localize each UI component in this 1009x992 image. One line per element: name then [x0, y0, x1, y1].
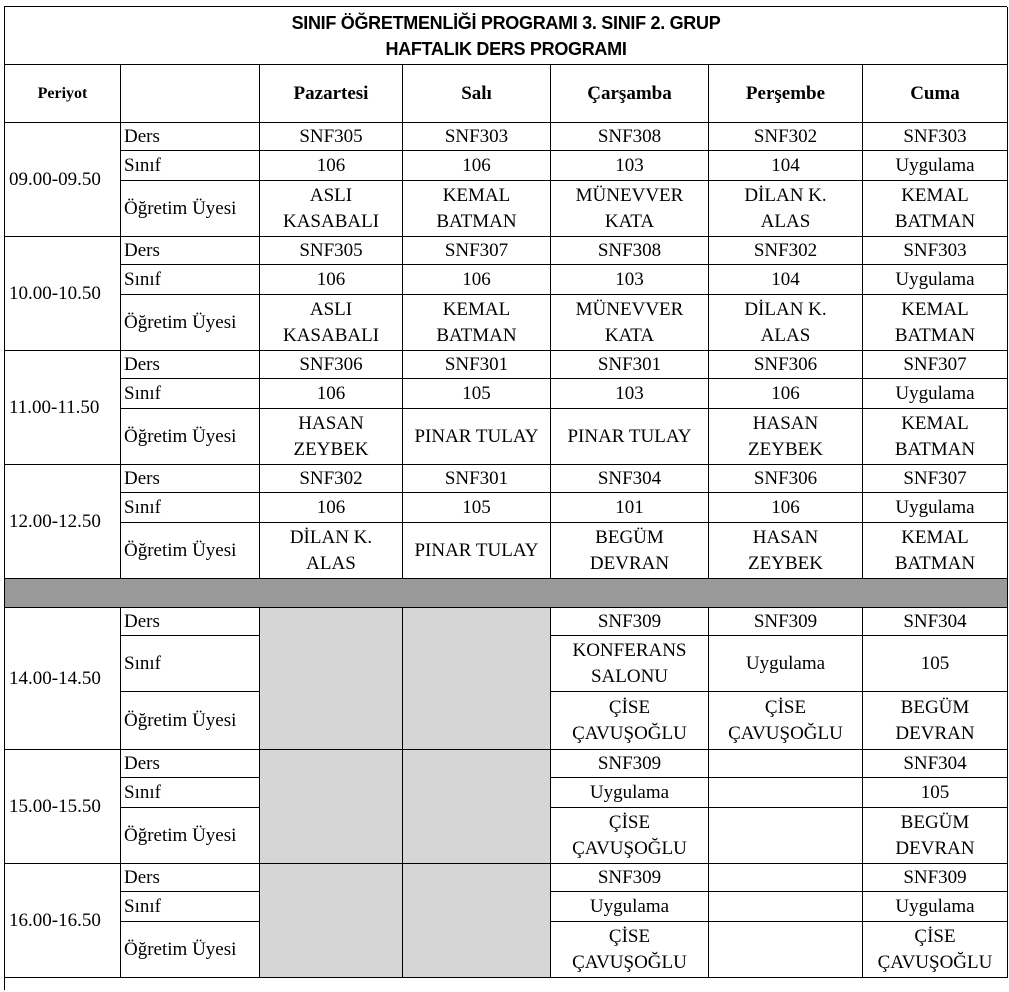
- schedule-cell-sinif-thursday: [709, 892, 863, 922]
- schedule-cell-sinif-friday: Uygulama: [863, 493, 1008, 523]
- empty-slot: [260, 750, 403, 864]
- schedule-cell-ogretim-thursday: HASAN ZEYBEK: [709, 523, 863, 579]
- schedule-cell-sinif-wednesday: Uygulama: [551, 892, 709, 922]
- schedule-cell-sinif-thursday: 106: [709, 493, 863, 523]
- schedule-cell-ogretim-tuesday: KEMAL BATMAN: [403, 295, 551, 351]
- day-header-friday: Cuma: [863, 65, 1008, 123]
- schedule-cell-ogretim-thursday: [709, 808, 863, 864]
- schedule-cell-ogretim-thursday: ÇİSE ÇAVUŞOĞLU: [709, 692, 863, 750]
- empty-slot: [403, 608, 551, 750]
- schedule-cell-ders-wednesday: SNF308: [551, 123, 709, 151]
- schedule-cell-sinif-wednesday: Uygulama: [551, 778, 709, 808]
- schedule-cell-ogretim-thursday: DİLAN K. ALAS: [709, 295, 863, 351]
- schedule-cell-ders-tuesday: SNF301: [403, 351, 551, 379]
- schedule-cell-sinif-friday: Uygulama: [863, 151, 1008, 181]
- schedule-cell-ders-wednesday: SNF309: [551, 750, 709, 778]
- row-label-sinif: Sınıf: [121, 892, 260, 922]
- schedule-cell-ders-monday: SNF305: [260, 237, 403, 265]
- schedule-cell-ogretim-friday: KEMAL BATMAN: [863, 409, 1008, 465]
- schedule-cell-ders-friday: SNF307: [863, 465, 1008, 493]
- schedule-cell-ogretim-wednesday: ÇİSE ÇAVUŞOĞLU: [551, 808, 709, 864]
- schedule-cell-ders-wednesday: SNF308: [551, 237, 709, 265]
- schedule-cell-sinif-monday: 106: [260, 151, 403, 181]
- schedule-cell-sinif-thursday: 104: [709, 151, 863, 181]
- row-label-sinif: Sınıf: [121, 636, 260, 692]
- schedule-cell-sinif-thursday: 106: [709, 379, 863, 409]
- row-label-sinif: Sınıf: [121, 493, 260, 523]
- schedule-cell-ders-monday: SNF302: [260, 465, 403, 493]
- schedule-cell-sinif-thursday: Uygulama: [709, 636, 863, 692]
- row-label-ogretim: Öğretim Üyesi: [121, 692, 260, 750]
- schedule-cell-ogretim-friday: ÇİSE ÇAVUŞOĞLU: [863, 922, 1008, 978]
- period-time: 16.00-16.50: [5, 864, 121, 978]
- schedule-cell-ders-thursday: SNF306: [709, 465, 863, 493]
- row-label-ogretim: Öğretim Üyesi: [121, 922, 260, 978]
- schedule-cell-ders-monday: SNF306: [260, 351, 403, 379]
- row-label-ogretim: Öğretim Üyesi: [121, 523, 260, 579]
- weekly-schedule-table: [4, 6, 1007, 990]
- empty-slot: [403, 750, 551, 864]
- period-time: 10.00-10.50: [5, 237, 121, 351]
- row-label-sinif: Sınıf: [121, 778, 260, 808]
- schedule-cell-ogretim-friday: KEMAL BATMAN: [863, 523, 1008, 579]
- schedule-cell-sinif-friday: 105: [863, 778, 1008, 808]
- row-label-ders: Ders: [121, 465, 260, 493]
- schedule-cell-ders-thursday: SNF306: [709, 351, 863, 379]
- schedule-cell-sinif-wednesday: KONFERANS SALONU: [551, 636, 709, 692]
- schedule-cell-sinif-monday: 106: [260, 265, 403, 295]
- schedule-cell-sinif-tuesday: 105: [403, 379, 551, 409]
- schedule-cell-ders-friday: SNF303: [863, 123, 1008, 151]
- lunch-break-row: [5, 579, 1008, 608]
- schedule-cell-ders-wednesday: SNF309: [551, 608, 709, 636]
- schedule-cell-ders-thursday: SNF302: [709, 123, 863, 151]
- schedule-cell-ders-friday: SNF304: [863, 750, 1008, 778]
- row-label-sinif: Sınıf: [121, 151, 260, 181]
- empty-slot: [260, 864, 403, 978]
- schedule-cell-sinif-tuesday: 106: [403, 265, 551, 295]
- schedule-cell-ogretim-friday: BEGÜM DEVRAN: [863, 808, 1008, 864]
- schedule-cell-ogretim-thursday: [709, 922, 863, 978]
- schedule-cell-ogretim-monday: ASLI KASABALI: [260, 295, 403, 351]
- period-time: 14.00-14.50: [5, 608, 121, 750]
- schedule-cell-sinif-friday: Uygulama: [863, 265, 1008, 295]
- schedule-cell-sinif-thursday: [709, 778, 863, 808]
- schedule-cell-sinif-friday: Uygulama: [863, 379, 1008, 409]
- schedule-cell-ogretim-friday: KEMAL BATMAN: [863, 181, 1008, 237]
- row-label-ogretim: Öğretim Üyesi: [121, 808, 260, 864]
- row-label-ogretim: Öğretim Üyesi: [121, 181, 260, 237]
- schedule-cell-sinif-tuesday: 106: [403, 151, 551, 181]
- schedule-cell-ogretim-wednesday: MÜNEVVER KATA: [551, 295, 709, 351]
- schedule-cell-ogretim-wednesday: PINAR TULAY: [551, 409, 709, 465]
- schedule-cell-ders-friday: SNF304: [863, 608, 1008, 636]
- period-time: 15.00-15.50: [5, 750, 121, 864]
- schedule-cell-ogretim-thursday: DİLAN K. ALAS: [709, 181, 863, 237]
- schedule-cell-sinif-friday: Uygulama: [863, 892, 1008, 922]
- schedule-cell-ogretim-monday: HASAN ZEYBEK: [260, 409, 403, 465]
- schedule-cell-ders-tuesday: SNF301: [403, 465, 551, 493]
- schedule-cell-ogretim-tuesday: PINAR TULAY: [403, 409, 551, 465]
- schedule-cell-sinif-wednesday: 103: [551, 151, 709, 181]
- row-label-ders: Ders: [121, 750, 260, 778]
- schedule-cell-sinif-monday: 106: [260, 493, 403, 523]
- empty-slot: [260, 608, 403, 750]
- schedule-cell-ogretim-tuesday: KEMAL BATMAN: [403, 181, 551, 237]
- schedule-cell-ogretim-wednesday: ÇİSE ÇAVUŞOĞLU: [551, 922, 709, 978]
- row-label-sinif: Sınıf: [121, 265, 260, 295]
- empty-slot: [403, 864, 551, 978]
- schedule-title: [5, 7, 1008, 65]
- schedule-title-line1: SINIF ÖĞRETMENLİĞİ PROGRAMI 3. SINIF 2. GRUP: [291, 12, 721, 33]
- schedule-cell-ogretim-thursday: HASAN ZEYBEK: [709, 409, 863, 465]
- schedule-title-line2: HAFTALIK DERS PROGRAMI: [385, 38, 627, 59]
- label-header: [121, 65, 260, 123]
- schedule-cell-ders-thursday: [709, 750, 863, 778]
- schedule-cell-sinif-tuesday: 105: [403, 493, 551, 523]
- schedule-cell-ders-wednesday: SNF304: [551, 465, 709, 493]
- schedule-cell-ders-friday: SNF303: [863, 237, 1008, 265]
- schedule-cell-ogretim-wednesday: ÇİSE ÇAVUŞOĞLU: [551, 692, 709, 750]
- row-label-ders: Ders: [121, 237, 260, 265]
- schedule-cell-ogretim-monday: ASLI KASABALI: [260, 181, 403, 237]
- schedule-cell-ogretim-friday: KEMAL BATMAN: [863, 295, 1008, 351]
- schedule-cell-ders-friday: SNF309: [863, 864, 1008, 892]
- day-header-wednesday: Çarşamba: [551, 65, 709, 123]
- schedule-cell-ders-tuesday: SNF303: [403, 123, 551, 151]
- period-time: 11.00-11.50: [5, 351, 121, 465]
- schedule-cell-sinif-thursday: 104: [709, 265, 863, 295]
- row-label-ders: Ders: [121, 608, 260, 636]
- schedule-cell-ders-wednesday: SNF301: [551, 351, 709, 379]
- schedule-cell-ders-monday: SNF305: [260, 123, 403, 151]
- period-header: Periyot: [5, 65, 121, 123]
- period-time: 09.00-09.50: [5, 123, 121, 237]
- day-header-tuesday: Salı: [403, 65, 551, 123]
- schedule-cell-ogretim-monday: DİLAN K. ALAS: [260, 523, 403, 579]
- schedule-cell-sinif-wednesday: 103: [551, 379, 709, 409]
- row-label-sinif: Sınıf: [121, 379, 260, 409]
- schedule-cell-ders-thursday: SNF309: [709, 608, 863, 636]
- row-label-ders: Ders: [121, 123, 260, 151]
- schedule-cell-ders-wednesday: SNF309: [551, 864, 709, 892]
- period-time: 12.00-12.50: [5, 465, 121, 579]
- day-header-thursday: Perşembe: [709, 65, 863, 123]
- schedule-cell-ders-friday: SNF307: [863, 351, 1008, 379]
- schedule-cell-ders-thursday: SNF302: [709, 237, 863, 265]
- schedule-cell-sinif-wednesday: 103: [551, 265, 709, 295]
- schedule-cell-sinif-wednesday: 101: [551, 493, 709, 523]
- schedule-cell-ders-thursday: [709, 864, 863, 892]
- row-label-ders: Ders: [121, 351, 260, 379]
- schedule-cell-sinif-friday: 105: [863, 636, 1008, 692]
- schedule-cell-sinif-monday: 106: [260, 379, 403, 409]
- schedule-cell-ogretim-wednesday: MÜNEVVER KATA: [551, 181, 709, 237]
- schedule-cell-ders-tuesday: SNF307: [403, 237, 551, 265]
- row-label-ders: Ders: [121, 864, 260, 892]
- row-label-ogretim: Öğretim Üyesi: [121, 295, 260, 351]
- day-header-monday: Pazartesi: [260, 65, 403, 123]
- schedule-cell-ogretim-tuesday: PINAR TULAY: [403, 523, 551, 579]
- schedule-cell-ogretim-wednesday: BEGÜM DEVRAN: [551, 523, 709, 579]
- schedule-cell-ogretim-friday: BEGÜM DEVRAN: [863, 692, 1008, 750]
- row-label-ogretim: Öğretim Üyesi: [121, 409, 260, 465]
